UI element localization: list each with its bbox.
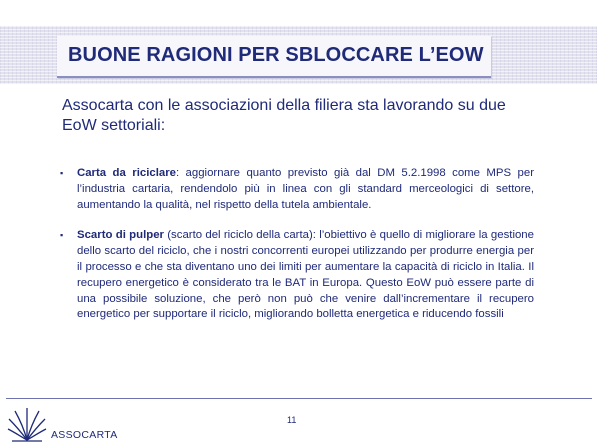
bullet-text: (scarto del riciclo della carta): l’obiettivo è quello di migliorare la gestione dello scarto del riciclo, che i nostri concorrenti europei utilizzando per produrre energia per il processo e che sta diventano uno dei limiti per aumentare la capacità di riciclo in Italia. Il recupero energetico è considerato tra le BAT in Europa. Questo EoW può essere parte di una possibile soluzione, che però non può che venire dall’incrementare il recupero energetico per supportare il riciclo, migliorando bolletta energetica e riducendo fossili xyxy=(77,229,534,321)
bullet-marker: ▪ xyxy=(60,168,64,178)
bullet-text: : aggiornare quanto previsto già dal DM 5.2.1998 come MPS per l’industria cartaria, rendendolo più in linea con gli standard merceologici di settore, aumentando la qualità, nel rispetto della tutela ambientale. xyxy=(77,167,534,211)
footer-divider xyxy=(6,398,592,399)
intro-text: Assocarta con le associazioni della filiera sta lavorando su due EoW settoriali: xyxy=(62,97,506,134)
bullet-list xyxy=(58,166,534,338)
slide-title: BUONE RAGIONI PER SBLOCCARE L’EOW xyxy=(68,44,484,66)
bullet-item-carta xyxy=(58,166,534,213)
logo-text: ASSOCARTA xyxy=(51,429,118,441)
bullet-item-pulper xyxy=(58,228,534,323)
bullet-marker: ▪ xyxy=(60,230,64,241)
bullet-heading: Scarto di pulper xyxy=(77,229,164,242)
bullet-heading: Carta da riciclare xyxy=(77,167,176,179)
page-number: 11 xyxy=(287,415,297,425)
assocarta-logo-icon xyxy=(6,404,48,444)
